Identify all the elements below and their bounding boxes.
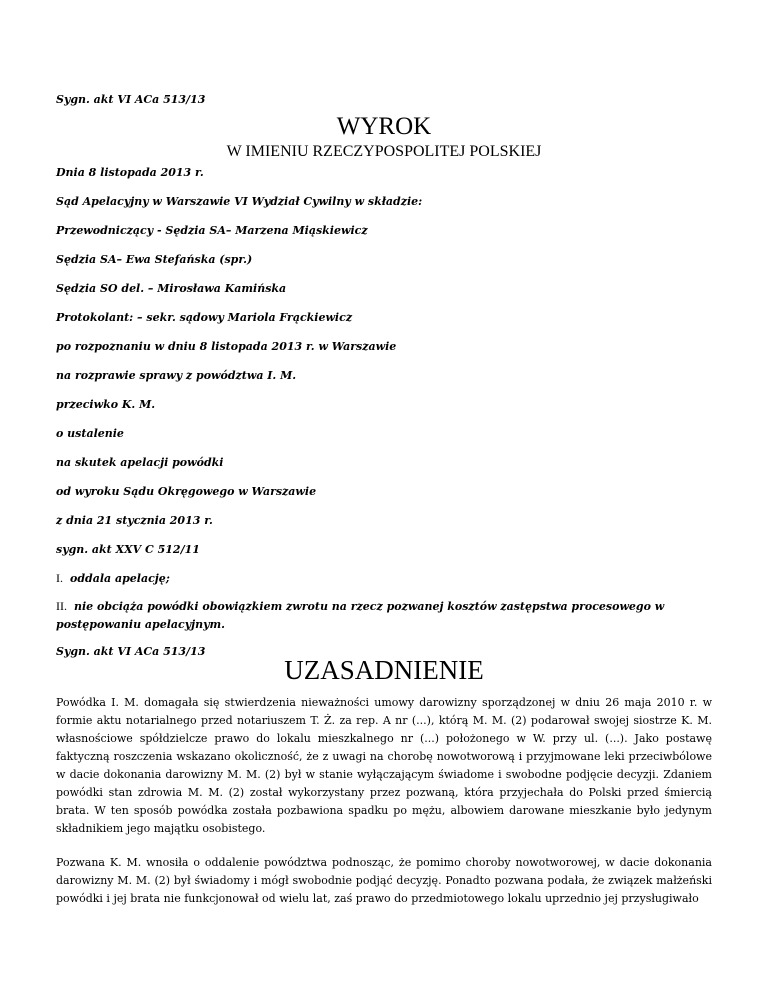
clerk-line: Protokolant: – sekr. sądowy Mariola Frąckiewicz <box>56 311 353 324</box>
ruling-number: I. <box>56 571 63 585</box>
ruling-text: nie obciąża powódki obowiązkiem zwrotu na rzecz pozwanej kosztów zastępstwa procesowego w postępowaniu apelacyjnym. <box>56 600 665 631</box>
presiding-judge: Przewodniczący - Sędzia SA– Marzena Miąskiewicz <box>56 224 368 237</box>
judgment-title: WYROK <box>336 113 432 140</box>
justification-heading: UZASADNIENIE <box>284 655 484 685</box>
defendant-line: przeciwko K. M. <box>56 398 156 411</box>
lower-judgment-date: z dnia 21 stycznia 2013 r. <box>56 514 213 527</box>
claimant-line: na rozprawie sprawy z powództwa I. M. <box>56 369 297 382</box>
subject-line: o ustalenie <box>56 427 124 440</box>
ruling-text: oddala apelację; <box>70 572 170 585</box>
case-number: Sygn. akt VI ACa 513/13 <box>56 93 206 106</box>
lower-court-line: od wyroku Sądu Okręgowego w Warszawie <box>56 485 317 498</box>
judge-line-1: Sędzia SA– Ewa Stefańska (spr.) <box>56 253 253 266</box>
ruling-item <box>56 569 716 588</box>
ruling-number: II. <box>56 599 67 613</box>
court-composition: Sąd Apelacyjny w Warszawie VI Wydział Cywilny w składzie: <box>56 195 423 208</box>
judgment-date: Dnia 8 listopada 2013 r. <box>56 166 204 179</box>
judgment-subtitle: W IMIENIU RZECZYPOSPOLITEJ POLSKIEJ <box>226 143 542 160</box>
appeal-line: na skutek apelacji powódki <box>56 456 224 469</box>
judge-line-2: Sędzia SO del. – Mirosława Kamińska <box>56 282 287 295</box>
justification-paragraph: Pozwana K. M. wnosiła o oddalenie powództwa podnosząc, że pomimo choroby nowotworowej, w dacie dokonania darowizny M. M. (2) był świadomy i mógł swobodnie podjąć decyzję. Ponadto pozwana podała, że związek małżeński powódki i jej brata nie funkcjonował od wielu lat, zaś prawo do przedmiotowego lokalu uprzednio jej przysługiwało <box>56 856 712 905</box>
hearing-line: po rozpoznaniu w dniu 8 listopada 2013 r. w Warszawie <box>56 340 397 353</box>
lower-case-number: sygn. akt XXV C 512/11 <box>56 543 200 556</box>
justification-paragraph: Powódka I. M. domagała się stwierdzenia nieważności umowy darowizny sporządzonej w dniu 26 maja 2010 r. w formie aktu notarialnego przed notariuszem T. Ż. za rep. A nr (...), którą M. M. (2) podarował swojej siostrze K. M. własnościowe spółdzielcze prawo do lokalu mieszkalnego nr (...) położonego w W. przy ul. (...). Jako postawę faktyczną roszczenia wskazano okoliczność, że z uwagi na chorobę nowotworową i przyjmowane leki przeciwbólowe w dacie dokonania darowizny M. M. (2) był w stanie wyłączającym świadome i swobodne podjęcie decyzji. Zdaniem powódki stan zdrowia M. M. (2) został wykorzystany przez pozwaną, która przyjechała do Polski przed śmiercią brata. W ten sposób powódka została pozbawiona spadku po mężu, albowiem darowane mieszkanie było jedynym składnikiem jego majątku osobistego. <box>56 696 712 835</box>
ruling-item <box>56 597 716 634</box>
justification-case-number: Sygn. akt VI ACa 513/13 <box>56 645 206 658</box>
